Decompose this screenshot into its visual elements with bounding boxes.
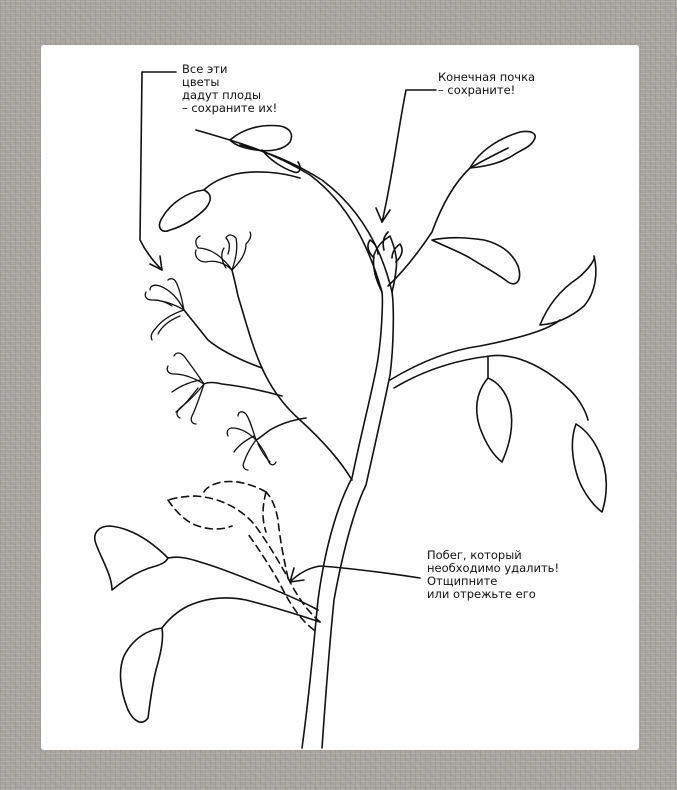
label-line: или отрежьте его: [427, 587, 536, 601]
flower-truss: [256, 418, 306, 440]
lower-branch: [168, 557, 318, 610]
arrow-flowers: [140, 72, 176, 270]
label-line: Побег, который: [427, 548, 522, 562]
leaf-lower-bottom: [121, 628, 163, 722]
flower: [195, 232, 250, 270]
label-line: Конечная почка: [438, 70, 536, 84]
flower: [167, 353, 204, 424]
flower: [145, 279, 184, 340]
label-line: Все эти: [182, 62, 228, 76]
leaf-bud-right: [432, 238, 520, 284]
label-line: Отщипните: [427, 574, 498, 588]
label-flowers: [182, 63, 277, 115]
branch-left-leaf: [204, 172, 300, 190]
arrow-bud: [376, 90, 436, 222]
branch-right: [390, 320, 560, 380]
branch-upper-right: [388, 148, 508, 286]
leaf-right-bottom: [572, 424, 606, 512]
label-line: дадут плоды: [182, 88, 262, 102]
label-terminal-bud: [438, 71, 535, 97]
flower: [227, 412, 276, 470]
label-line: цветы: [182, 75, 220, 89]
leaf-top-left: [230, 126, 292, 151]
label-sucker-shoot: [427, 549, 559, 601]
branch-right: [394, 355, 588, 420]
upper-stem: [240, 145, 392, 292]
main-stem: [322, 292, 393, 748]
label-line: – сохраните их!: [182, 101, 278, 115]
main-stem: [302, 292, 382, 748]
sucker-shoot: [168, 481, 320, 630]
leaf-right-middle: [477, 378, 512, 462]
leaf-right-top: [540, 256, 596, 325]
leaf-lower-left: [95, 526, 168, 590]
arrow-shoot: [290, 566, 420, 582]
label-line: необходимо удалить!: [427, 561, 560, 575]
leaf-left-upper: [160, 190, 211, 231]
label-line: – сохраните!: [438, 83, 516, 97]
